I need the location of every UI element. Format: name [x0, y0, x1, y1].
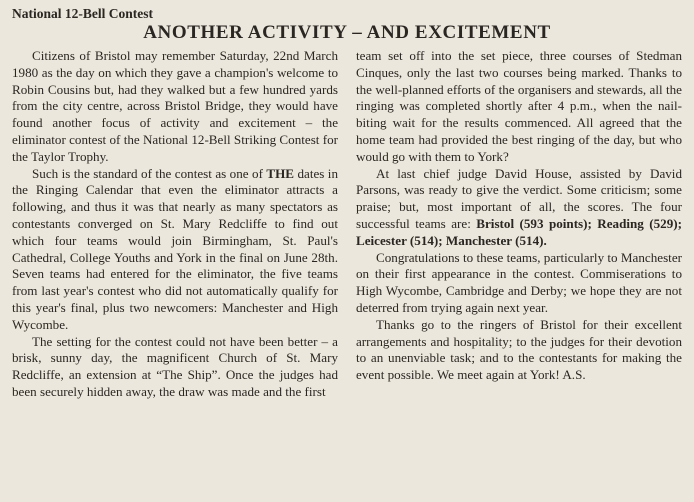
paragraph-continued: team set off into the set piece, three courses of Stedman Cinques, only the last two courses being marked. Thanks to the well-planned efforts of the organisers and stewards, all the ringing was completed shortly after 4 p.m., when the nail-biting wait for the results commenced. All agreed that the home team had provided the best ringing of the day, but who would go with them to York? — [356, 48, 682, 164]
left-column — [12, 48, 338, 401]
paragraph-text: dates in the Ringing Calendar that even the eliminator attracts a following, and thus it was that nearly as many spectators as contestants converged on St. Mary Redcliffe to find out which four teams would join Birmingham, St. Paul's Cathedral, College Youths and York in the final on June 28th. Seven teams had entered for the eliminator, the five teams from last year's contest who did not automatically qualify for this year's final, plus two newcomers: Manchester and High Wycombe. — [12, 165, 338, 332]
paragraph-verdict — [356, 166, 682, 250]
paragraph-thanks: Thanks go to the ringers of Bristol for their excellent arrangements and hospitality; to the judges for their devotion to an unenviable task; and to the contestants for making the event possible. We meet again at York! A.S. — [356, 316, 682, 383]
article-headline: ANOTHER ACTIVITY – AND EXCITEMENT — [143, 22, 551, 43]
paragraph-citizens: Citizens of Bristol may remember Saturday, 22nd March 1980 as the day on which they gave a champion's welcome to Robin Cousins but, had they walked but a few hundred yards from the city centre, across Bristol Bridge, they would have found another focus of activity and excitement – the eliminator contest of the National 12-Bell Striking Contest for the Taylor Trophy. — [12, 48, 338, 164]
results-list: Bristol (593 points); Reading (529); Leicester (514); Manchester (514). — [356, 215, 683, 248]
paragraph-text: Such is the standard of the contest as one of — [32, 165, 267, 181]
article-kicker: National 12-Bell Contest — [12, 6, 153, 21]
right-column — [356, 48, 682, 401]
paragraph-standard — [12, 166, 338, 334]
emphasis-the: THE — [266, 165, 295, 181]
paragraph-text: At last chief judge David House, assisted by David Parsons, was ready to give the verdict. Some criticism; some praise; but, most important of all, the scores. The four successful teams are: — [356, 165, 682, 231]
paragraph-congratulations: Congratulations to these teams, particularly to Manchester on their first appearance in the contest. Commiserations to High Wycombe, Cambridge and Derby; we hope they are not deterred from trying again next year. — [356, 249, 682, 315]
paragraph-setting: The setting for the contest could not have been better – a brisk, sunny day, the magnificent Church of St. Mary Redcliffe, an extension at “The Ship”. Once the judges had been securely hidden away, the draw was made and the first — [12, 333, 338, 399]
article-columns — [12, 48, 682, 401]
